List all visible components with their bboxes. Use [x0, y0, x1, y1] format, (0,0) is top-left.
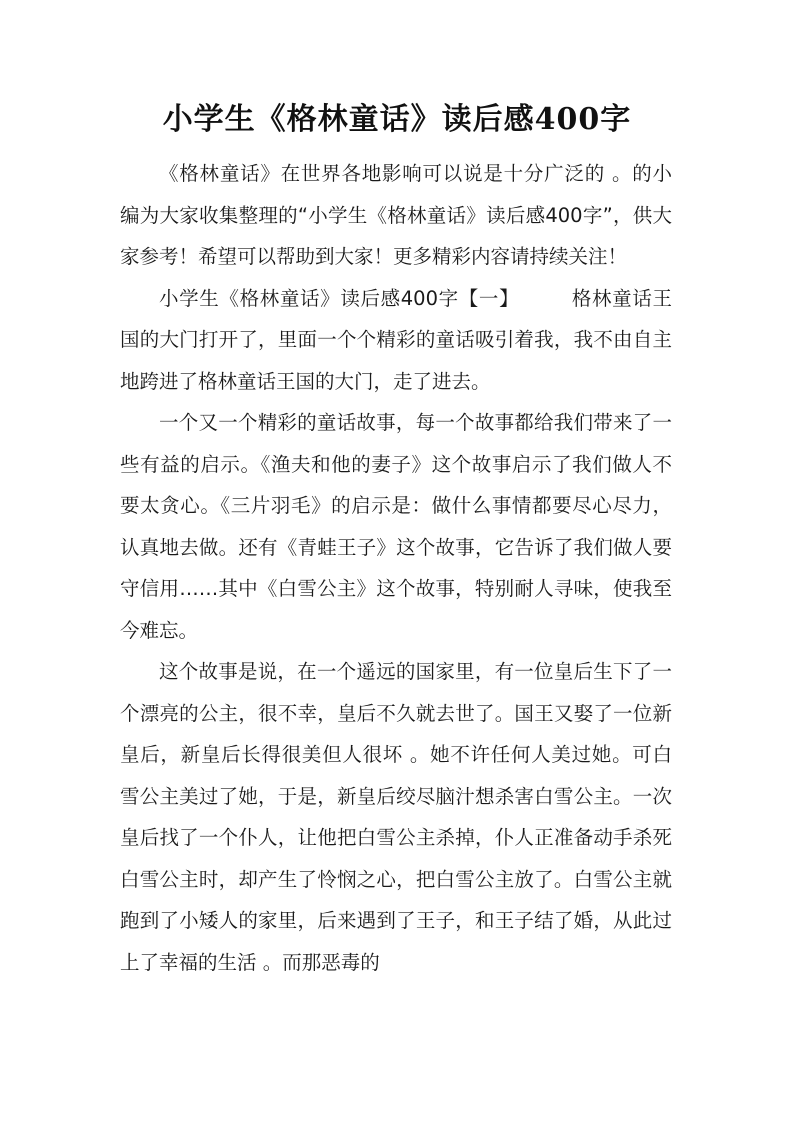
body-paragraph: 这个故事是说，在一个遥远的国家里，有一位皇后生下了一个漂亮的公主，很不幸，皇后不久就去世了。国王又娶了一位新皇后，新皇后长得很美但人很坏 。她不许任何人美过她。可白雪公主美过了她，于是，新皇后绞尽脑汁想杀害白雪公主。一次皇后找了一个仆人，让他把白雪公主杀掉，仆人正准备动手杀死白雪公主时，却产生了怜悯之心，把白雪公主放了。白雪公主就跑到了小矮人的家里，后来遇到了王子，和王子结了婚，从此过上了幸福的生活 。而那恶毒的: [120, 660, 672, 974]
section-paragraph-text: 王国的大门打开了，里面一个个精彩的童话吸引着我，我不由自主地跨进了格林童话王国的大门，走了进去。: [120, 286, 672, 393]
section-heading: 小学生《格林童话》读后感400字【一】: [159, 286, 520, 310]
section-lead: 格林童话: [571, 286, 653, 310]
document-body: [120, 153, 672, 983]
document-title: 小学生《格林童话》读后感400字: [162, 102, 632, 137]
intro-paragraph: 《格林童话》在世界各地影响可以说是十分广泛的 。的小编为大家收集整理的“小学生《格林童话》读后感400字”，供大家参考！希望可以帮助到大家！更多精彩内容请持续关注！: [120, 162, 672, 268]
section-paragraph: [120, 278, 672, 403]
body-paragraph: 一个又一个精彩的童话故事，每一个故事都给我们带来了一些有益的启示。《渔夫和他的妻子》这个故事启示了我们做人不要太贪心。《三片羽毛》的启示是：做什么事情都要尽心尽力，认真地去做。还有《青蛙王子》这个故事，它告诉了我们做人要守信用……其中《白雪公主》这个故事，特别耐人寻味，使我至今难忘。: [120, 411, 672, 642]
